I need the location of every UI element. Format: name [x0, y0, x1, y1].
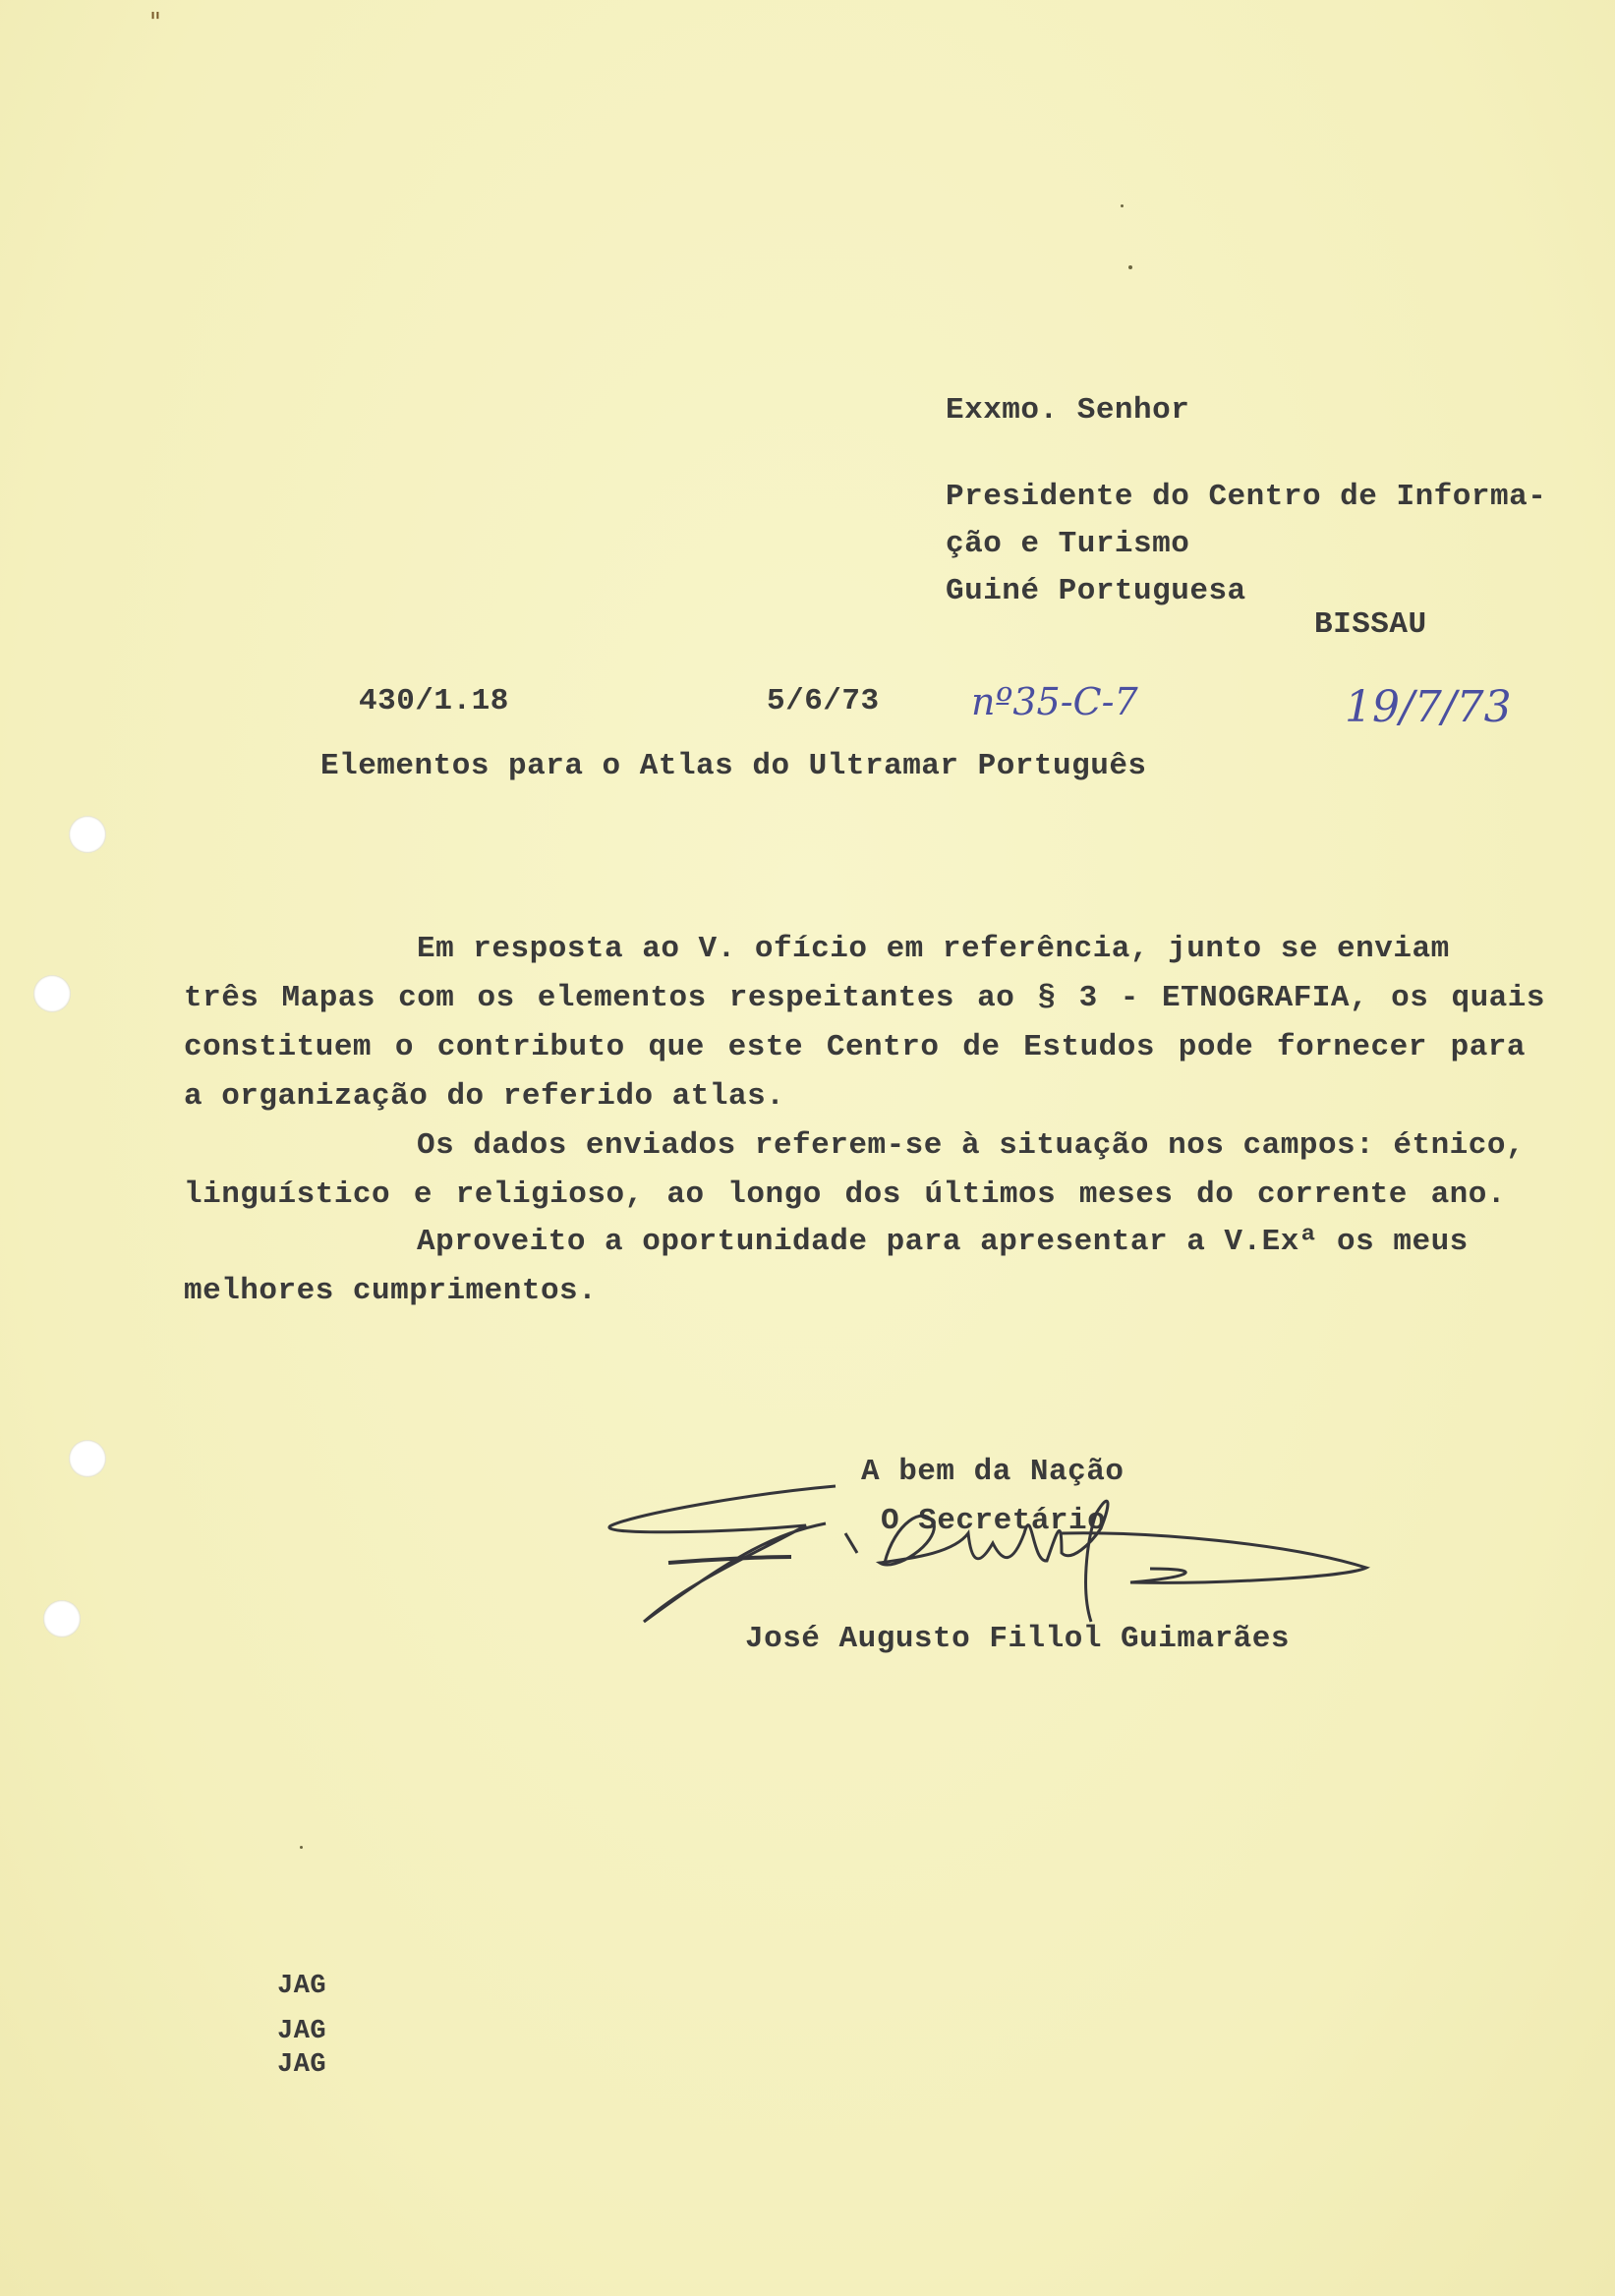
addressee-line-3: Guiné Portuguesa — [946, 574, 1246, 608]
handwritten-date: 19/7/73 — [1345, 682, 1512, 732]
closing-line-1: A bem da Nação — [861, 1455, 1125, 1489]
addressee-line-1: Presidente do Centro de Informa- — [946, 480, 1547, 514]
body-paragraph-2-line-1: Os dados enviados referem-se à situação nos campos: étnico, — [417, 1128, 1526, 1163]
signature-stroke — [1062, 1533, 1366, 1583]
typist-initials: JAG — [277, 1972, 327, 2001]
addressee-line-2: ção e Turismo — [946, 527, 1190, 561]
signature-stroke — [880, 1501, 1108, 1622]
typist-initials: JAG — [277, 2050, 327, 2080]
handwritten-reference: nº35-C-7 — [971, 680, 1138, 723]
corner-mark: " — [149, 8, 161, 37]
paper-speck — [300, 1846, 303, 1849]
punch-hole — [43, 1600, 81, 1637]
paper-speck — [1128, 265, 1132, 269]
body-paragraph-3-line-1: Aproveito a oportunidade para apresentar a V.Exª os meus — [417, 1225, 1469, 1259]
punch-hole — [69, 816, 106, 853]
addressee-city: BISSAU — [1314, 607, 1427, 642]
reference-number: 430/1.18 — [359, 684, 509, 718]
closing-line-2: O Secretário — [881, 1504, 1107, 1538]
typist-initials: JAG — [277, 2017, 327, 2046]
body-paragraph-1-line-3: constituem o contributo que este Centro de Estudos pode fornecer para — [184, 1030, 1526, 1064]
punch-hole — [69, 1440, 106, 1477]
body-paragraph-1-line-2: três Mapas com os elementos respeitantes ao § 3 - ETNOGRAFIA, os quais — [184, 981, 1545, 1015]
body-paragraph-3-line-2: melhores cumprimentos. — [184, 1274, 598, 1308]
reference-date: 5/6/73 — [767, 684, 880, 718]
body-paragraph-1-line-4: a organização do referido atlas. — [184, 1079, 785, 1114]
signatory-name: José Augusto Fillol Guimarães — [745, 1622, 1290, 1656]
paper-speck — [1121, 204, 1124, 207]
punch-hole — [33, 975, 71, 1012]
body-paragraph-1-line-1: Em resposta ao V. ofício em referência, junto se enviam — [417, 932, 1450, 966]
body-paragraph-2-line-2: linguístico e religioso, ao longo dos últimos meses do corrente ano. — [184, 1177, 1506, 1212]
subject-line: Elementos para o Atlas do Ultramar Português — [320, 749, 1147, 783]
signature-stroke — [845, 1533, 857, 1553]
salutation: Exxmo. Senhor — [946, 393, 1190, 428]
signature-stroke — [609, 1486, 836, 1622]
